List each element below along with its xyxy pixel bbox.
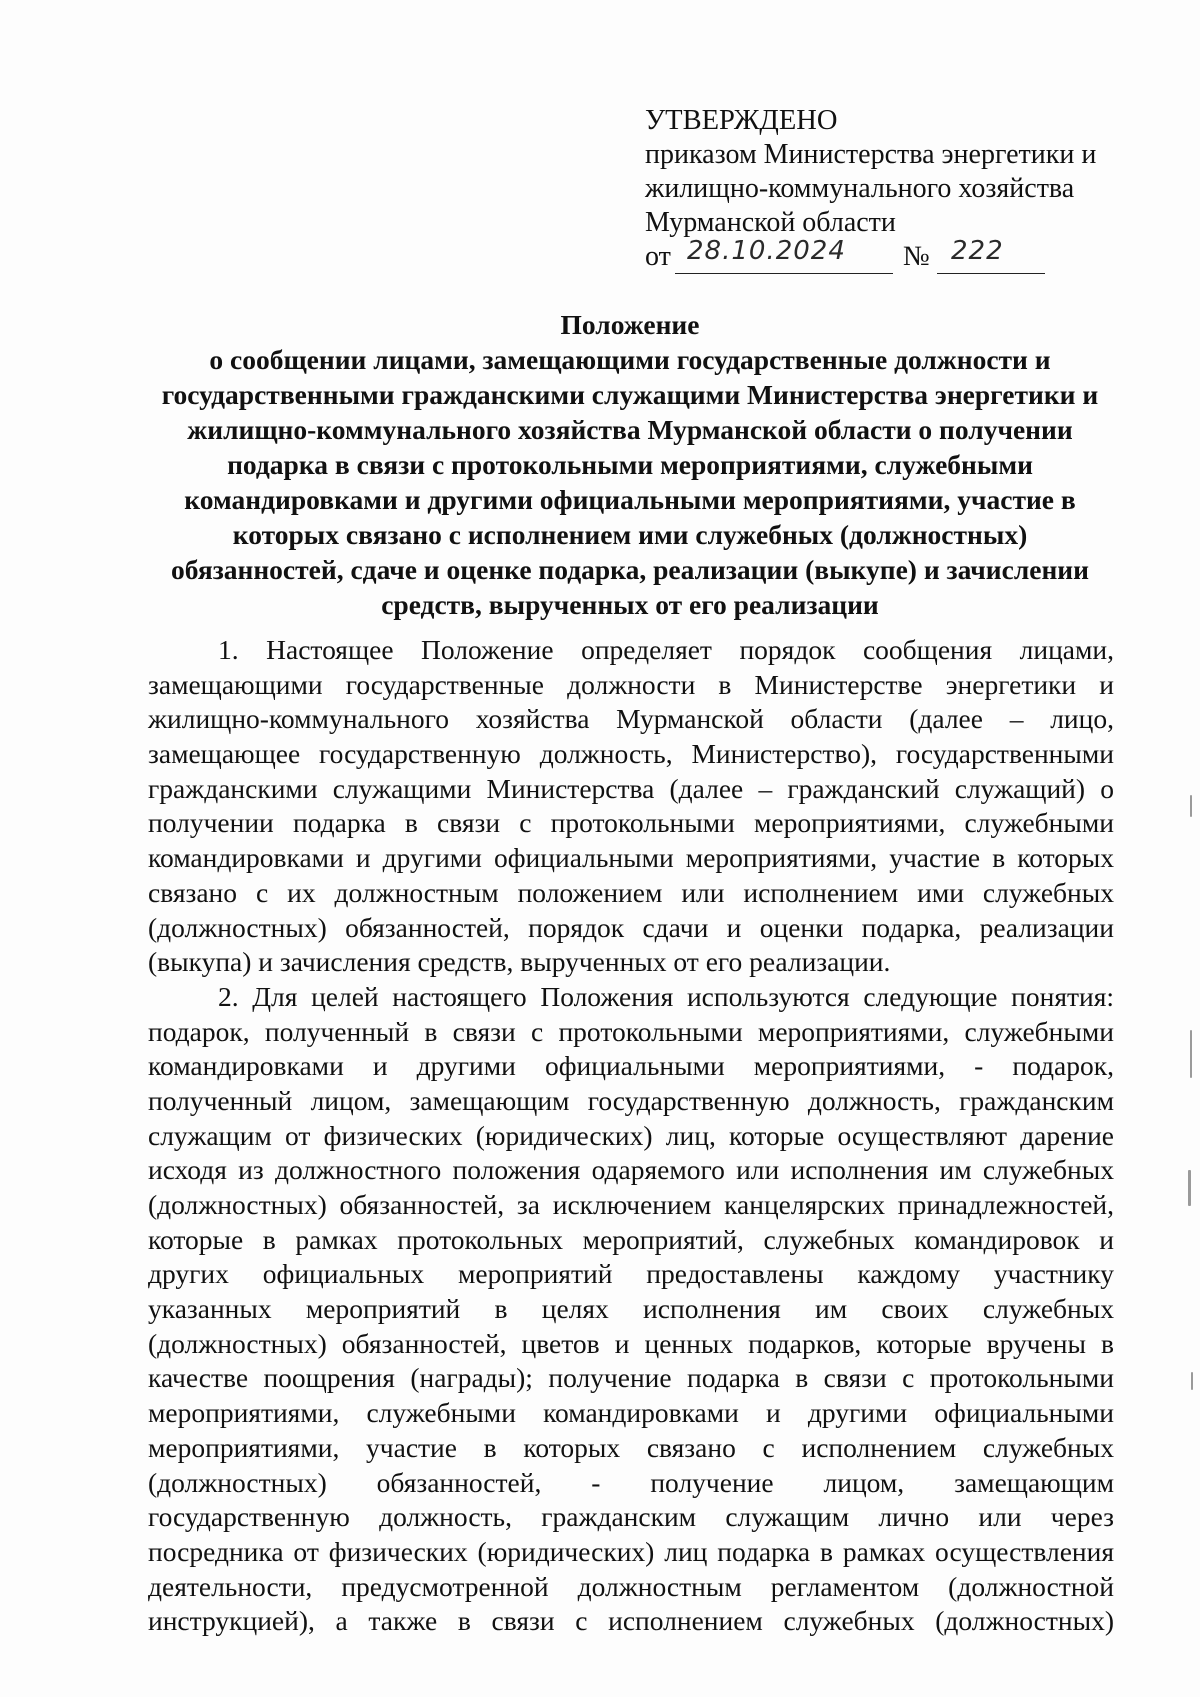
paragraph-2-line: командировками и другими официальными мероприятиями, - подарок, <box>148 1050 1114 1082</box>
paragraph-1-line: замещающими государственные должности в Министерстве энергетики и <box>148 668 1114 700</box>
paragraph-2-line: деятельности, предусмотренной должностным регламентом (должностной <box>148 1570 1114 1602</box>
paragraph-2-line: 2. Для целей настоящего Положения используются следующие понятия: <box>218 980 1114 1012</box>
paragraph-2-line: которые в рамках протокольных мероприятий, служебных командировок и <box>148 1223 1114 1255</box>
date-label: от <box>645 241 671 272</box>
paragraph-2-line: (должностных) обязанностей, - получение лицом, замещающим <box>148 1466 1114 1498</box>
paragraph-2-line: служащим от физических (юридических) лиц, которые осуществляют дарение <box>148 1119 1114 1151</box>
paragraph-2-line: полученный лицом, замещающим государственную должность, гражданским <box>148 1084 1114 1116</box>
title-line: средств, вырученных от его реализации <box>381 589 879 620</box>
paragraph-1-line: командировками и другими официальными мероприятиями, участие в которых <box>148 842 1114 874</box>
paragraph-2-line: государственную должность, гражданским служащим лично или через <box>148 1501 1114 1533</box>
approval-order-line-2: жилищно-коммунального хозяйства <box>645 173 1075 204</box>
paragraph-2-line: подарок, полученный в связи с протокольными мероприятиями, служебными <box>148 1015 1114 1047</box>
handwritten-number: 222 <box>951 236 1004 266</box>
paragraph-1-line: гражданскими служащими Министерства (далее – гражданский служащий) о <box>148 772 1114 804</box>
title-line: командировками и другими официальными мероприятиями, участие в <box>184 484 1076 515</box>
paragraph-1-line: связано с их должностным положением или исполнением ими служебных <box>148 876 1114 908</box>
title-line: жилищно-коммунального хозяйства Мурманской области о получении <box>187 414 1073 445</box>
title-line: государственными гражданскими служащими Министерства энергетики и <box>161 379 1099 410</box>
title-line: которых связано с исполнением ими служебных (должностных) <box>232 519 1028 550</box>
handwritten-date: 28.10.2024 <box>687 236 846 266</box>
paragraph-2-line: качестве поощрения (награды); получение подарка в связи с протокольными <box>148 1362 1114 1394</box>
document-title <box>140 307 1120 622</box>
title-line: Положение <box>560 309 700 340</box>
title-line: обязанностей, сдаче и оценке подарка, реализации (выкупе) и зачислении <box>171 554 1089 585</box>
approval-stamp-block <box>645 104 1115 276</box>
paragraph-2-line: посредника от физических (юридических) лиц подарка в рамках осуществления <box>148 1535 1114 1567</box>
paragraph-2-line: мероприятиями, служебными командировками и другими официальными <box>148 1397 1114 1429</box>
paragraph-1-line: 1. Настоящее Положение определяет порядок сообщения лицами, <box>218 634 1114 665</box>
paragraph-1-line: замещающее государственную должность, Министерство), государственными <box>148 738 1114 770</box>
paragraph-1-line: (должностных) обязанностей, порядок сдачи и оценки подарка, реализации <box>148 911 1114 943</box>
scan-speck <box>1190 1030 1192 1078</box>
paragraph-2-line: инструкцией), а также в связи с исполнением служебных (должностных) <box>148 1605 1114 1637</box>
paragraph-1-line: получении подарка в связи с протокольными мероприятиями, служебными <box>148 807 1114 839</box>
number-label: № <box>903 241 930 272</box>
paragraph-1-line: (выкупа) и зачисления средств, вырученных от его реализации. <box>148 946 891 978</box>
paragraph-2-line: исходя из должностного положения одаряемого или исполнения им служебных <box>148 1154 1114 1186</box>
scan-speck <box>1188 1170 1191 1206</box>
paragraph-1-line: жилищно-коммунального хозяйства Мурманской области (далее – лицо, <box>148 703 1114 735</box>
paragraph-2-line: (должностных) обязанностей, за исключением канцелярских принадлежностей, <box>148 1189 1114 1220</box>
paragraph-2-line: (должностных) обязанностей, цветов и ценных подарков, которые вручены в <box>148 1327 1114 1359</box>
approval-order-line-3: Мурманской области <box>645 207 896 238</box>
scan-speck <box>1191 1372 1193 1390</box>
paragraph-2-line: мероприятиями, участие в которых связано с исполнением служебных <box>148 1431 1114 1463</box>
approval-date-number-line <box>645 236 1115 276</box>
paragraph-2-line: других официальных мероприятий предоставлены каждому участнику <box>148 1258 1114 1290</box>
title-line: подарка в связи с протокольными мероприятиями, служебными <box>227 449 1033 480</box>
title-line: о сообщении лицами, замещающими государственные должности и <box>209 344 1051 375</box>
approval-order-line-1: приказом Министерства энергетики и <box>645 139 1097 170</box>
approval-heading: УТВЕРЖДЕНО <box>645 105 838 136</box>
scan-speck <box>1190 795 1192 817</box>
paragraph-2-line: указанных мероприятий в целях исполнения им своих служебных <box>148 1293 1114 1325</box>
document-body <box>148 633 1114 1639</box>
